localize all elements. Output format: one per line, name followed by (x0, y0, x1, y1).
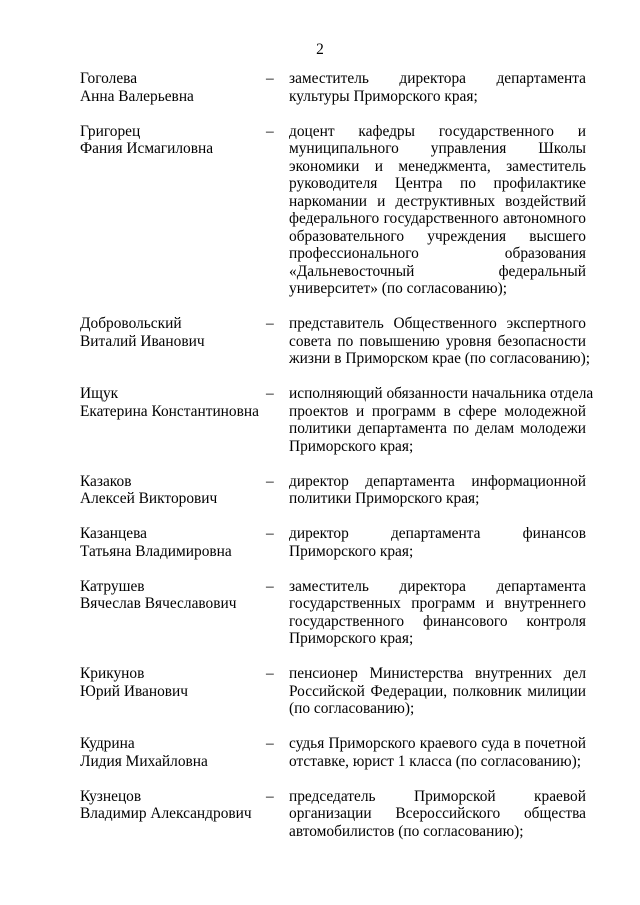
position-line: проектов и программ в сфере молодежной (289, 402, 586, 420)
member-surname: Казаков (80, 472, 132, 490)
member-position (289, 735, 586, 770)
member-position (289, 385, 594, 455)
position-line: отставке, юрист 1 класса (по согласованию); (289, 752, 582, 770)
member-name (80, 788, 265, 823)
entry-dash: – (266, 315, 274, 332)
position-line: экономики и менеджмента, заместитель (289, 157, 586, 175)
position-line: заместитель директора департамента (289, 70, 586, 87)
member-given-names: Вячеслав Вячеславович (80, 595, 237, 612)
member-given-names: Фания Исмагиловна (80, 140, 214, 157)
member-given-names: Екатерина Константиновна (80, 402, 259, 420)
entry-dash: – (266, 665, 274, 682)
member-given-names: Лидия Михайловна (80, 752, 208, 770)
member-surname: Добровольский (80, 315, 182, 332)
member-position (289, 578, 586, 648)
position-line: «Дальневосточный федеральный (289, 262, 586, 280)
entry-dash: – (266, 735, 274, 752)
member-name (80, 525, 265, 560)
entry-dash: – (266, 577, 274, 595)
position-line: представитель Общественного экспертного (289, 315, 586, 332)
member-entry (0, 665, 640, 718)
member-position (289, 525, 586, 560)
member-name (80, 385, 265, 420)
member-entry (0, 788, 640, 841)
member-entry (0, 525, 640, 560)
entry-dash: – (266, 122, 274, 140)
position-line: исполняющий обязанности начальника отдела (289, 385, 594, 402)
member-given-names: Анна Валерьевна (80, 87, 194, 105)
entry-dash: – (266, 70, 274, 87)
member-entry (0, 123, 640, 298)
member-entry (0, 473, 640, 508)
position-line: председатель Приморской краевой (289, 787, 586, 805)
position-line: автомобилистов (по согласованию); (289, 822, 524, 840)
position-line: руководителя Центра по профилактике (289, 175, 586, 192)
member-entry (0, 578, 640, 648)
member-position (289, 788, 586, 841)
member-name (80, 123, 265, 158)
position-line: (по согласованию); (289, 700, 415, 717)
member-position (289, 123, 586, 298)
entry-dash: – (266, 525, 274, 542)
member-given-names: Виталий Иванович (80, 332, 205, 350)
entry-dash: – (266, 787, 274, 805)
position-line: директор департамента финансов (289, 525, 586, 542)
position-line: доцент кафедры государственного и (289, 122, 586, 140)
member-name (80, 473, 265, 508)
position-line: профессионального образования (289, 245, 586, 262)
position-line: пенсионер Министерства внутренних дел (289, 665, 586, 682)
member-given-names: Юрий Иванович (80, 682, 189, 700)
position-line: Приморского края; (289, 630, 414, 647)
member-position (289, 665, 586, 718)
member-given-names: Владимир Александрович (80, 805, 252, 822)
member-entry (0, 70, 640, 105)
position-line: заместитель директора департамента (289, 577, 586, 595)
position-line: культуры Приморского края; (289, 87, 478, 105)
member-name (80, 315, 265, 350)
position-line: наркомании и деструктивных воздействий (289, 192, 586, 210)
member-surname: Катрушев (80, 577, 145, 595)
position-line: судья Приморского краевого суда в почетной (289, 735, 586, 752)
member-surname: Казанцева (80, 525, 148, 542)
position-line: совета по повышению уровня безопасности (289, 332, 586, 350)
position-line: университет» (по согласованию); (289, 280, 508, 297)
member-position (289, 473, 586, 508)
member-given-names: Алексей Викторович (80, 490, 218, 507)
member-name (80, 735, 265, 770)
position-line: федерального государственного автономного (289, 210, 586, 227)
position-line: Российской Федерации, полковник милиции (289, 682, 586, 700)
member-position (289, 70, 586, 105)
member-surname: Кудрина (80, 735, 135, 752)
position-line: политики департамента по делам молодежи (289, 420, 586, 437)
position-line: директор департамента информационной (289, 472, 586, 490)
entry-dash: – (266, 472, 274, 490)
position-line: государственного финансового контроля (289, 612, 586, 630)
member-entry (0, 735, 640, 770)
position-line: Приморского края; (289, 437, 414, 455)
position-line: муниципального управления Школы (289, 140, 586, 157)
member-name (80, 70, 265, 105)
member-given-names: Татьяна Владимировна (80, 542, 232, 560)
entry-dash: – (266, 385, 274, 402)
member-name (80, 665, 265, 700)
position-line: политики Приморского края; (289, 490, 480, 507)
member-surname: Гоголева (80, 70, 138, 87)
member-surname: Крикунов (80, 665, 145, 682)
member-name (80, 578, 265, 613)
position-line: образовательного учреждения высшего (289, 227, 586, 245)
position-line: государственных программ и внутреннего (289, 595, 586, 612)
member-list (0, 70, 640, 858)
position-line: Приморского края; (289, 542, 414, 560)
member-surname: Кузнецов (80, 787, 142, 805)
member-entry (0, 385, 640, 455)
position-line: жизни в Приморском крае (по согласованию); (289, 350, 591, 367)
member-surname: Григорец (80, 122, 141, 140)
page-number: 2 (316, 41, 324, 58)
member-surname: Ищук (80, 385, 119, 402)
member-position (289, 315, 591, 368)
member-entry (0, 315, 640, 368)
position-line: организации Всероссийского общества (289, 805, 586, 822)
